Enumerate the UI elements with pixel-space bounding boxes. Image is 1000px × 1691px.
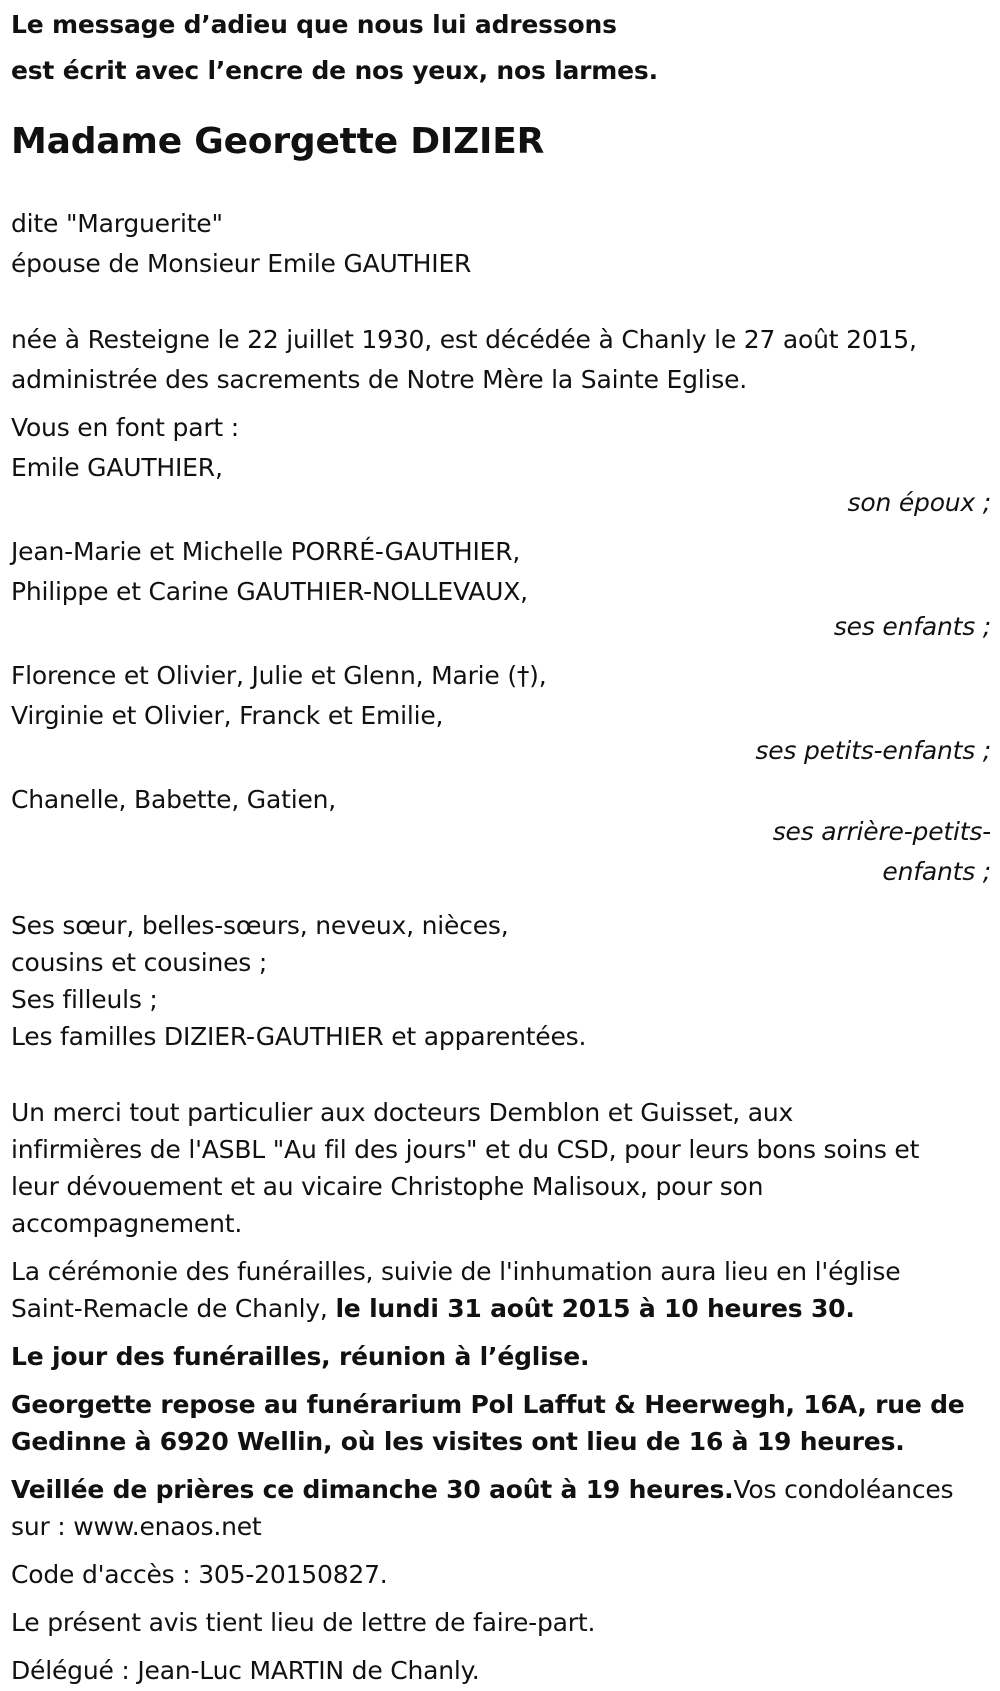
obituary-notice (11, 0, 991, 1691)
family-group-children (11, 532, 991, 648)
relation-label: ses arrière-petits- (772, 817, 991, 846)
thanks-line: accompagnement. (11, 1209, 243, 1238)
birth-death-line: née à Resteigne le 22 juillet 1930, est décédée à Chanly le 27 août 2015, (11, 325, 917, 354)
deceased-identity (11, 204, 991, 284)
ceremony-line-2 (11, 1289, 991, 1329)
family-other-line: Ses filleuls ; (11, 985, 158, 1014)
ceremony-line: La cérémonie des funérailles, suivie de l'inhumation aura lieu en l'église (11, 1257, 901, 1286)
relation-label: son époux ; (847, 488, 991, 517)
nickname: dite "Marguerite" (11, 209, 223, 238)
farewell-quote (11, 0, 991, 96)
deceased-name: Madame Georgette DIZIER (11, 121, 545, 162)
thanks-paragraph (11, 1093, 991, 1244)
delegate-line: Délégué : Jean-Luc MARTIN de Chanly. (11, 1656, 480, 1685)
thanks-line: leur dévouement et au vicaire Christophe Malisoux, pour son (11, 1172, 764, 1201)
family-announcement (11, 408, 991, 1057)
spouse-line: épouse de Monsieur Emile GAUTHIER (11, 249, 472, 278)
birth-death-info (11, 320, 991, 400)
delegate-info (11, 1651, 991, 1691)
family-other-line: Les familles DIZIER-GAUTHIER et apparentées. (11, 1022, 587, 1051)
relation-label: ses petits-enfants ; (755, 736, 991, 765)
family-member-line: Emile GAUTHIER, (11, 453, 223, 482)
notice-statement (11, 1603, 991, 1643)
ceremony-place: Saint-Remacle de Chanly, (11, 1294, 328, 1323)
funerarium-line: Gedinne à 6920 Wellin, où les visites ont lieu de 16 à 19 heures. (11, 1427, 905, 1456)
relation-label-continued: enfants ; (882, 857, 991, 886)
thanks-line: infirmières de l'ASBL "Au fil des jours" et du CSD, pour leurs bons soins et (11, 1135, 920, 1164)
notice-line: Le présent avis tient lieu de lettre de faire-part. (11, 1608, 596, 1637)
vigil-text: Veillée de prières ce dimanche 30 août à 19 heures. (11, 1475, 734, 1504)
funerarium-line: Georgette repose au funérarium Pol Laffut & Heerwegh, 16A, rue de (11, 1390, 965, 1419)
sacraments-line: administrée des sacrements de Notre Mère la Sainte Eglise. (11, 365, 748, 394)
family-member-line: Florence et Olivier, Julie et Glenn, Marie (†), (11, 661, 547, 690)
condolences-website: sur : www.enaos.net (11, 1512, 262, 1541)
family-member-line: Virginie et Olivier, Franck et Emilie, (11, 701, 444, 730)
family-group-spouse (11, 448, 991, 524)
family-member-line: Jean-Marie et Michelle PORRÉ-GAUTHIER, (11, 537, 521, 566)
meeting-line: Le jour des funérailles, réunion à l’église. (11, 1342, 590, 1371)
access-code (11, 1555, 991, 1595)
vigil-line (11, 1470, 991, 1510)
funerarium-info (11, 1385, 991, 1462)
quote-line-2: est écrit avec l’encre de nos yeux, nos larmes. (11, 56, 658, 85)
family-others (11, 906, 991, 1057)
family-other-line: cousins et cousines ; (11, 948, 268, 977)
access-code-line: Code d'accès : 305-20150827. (11, 1560, 388, 1589)
relation-label: ses enfants ; (833, 612, 991, 641)
family-group-grandchildren (11, 656, 991, 772)
family-other-line: Ses sœur, belles-sœurs, neveux, nièces, (11, 911, 509, 940)
ceremony-paragraph (11, 1252, 991, 1329)
thanks-line: Un merci tout particulier aux docteurs Demblon et Guisset, aux (11, 1098, 794, 1127)
family-intro: Vous en font part : (11, 413, 239, 442)
condolences-text: Vos condoléances (733, 1475, 954, 1504)
family-member-line: Chanelle, Babette, Gatien, (11, 785, 337, 814)
family-group-great-grandchildren (11, 780, 991, 892)
quote-line-1: Le message d’adieu que nous lui adressons (11, 10, 617, 39)
church-meeting (11, 1337, 991, 1377)
vigil-info (11, 1470, 991, 1547)
ceremony-date: le lundi 31 août 2015 à 10 heures 30. (335, 1294, 855, 1323)
family-member-line: Philippe et Carine GAUTHIER-NOLLEVAUX, (11, 577, 528, 606)
